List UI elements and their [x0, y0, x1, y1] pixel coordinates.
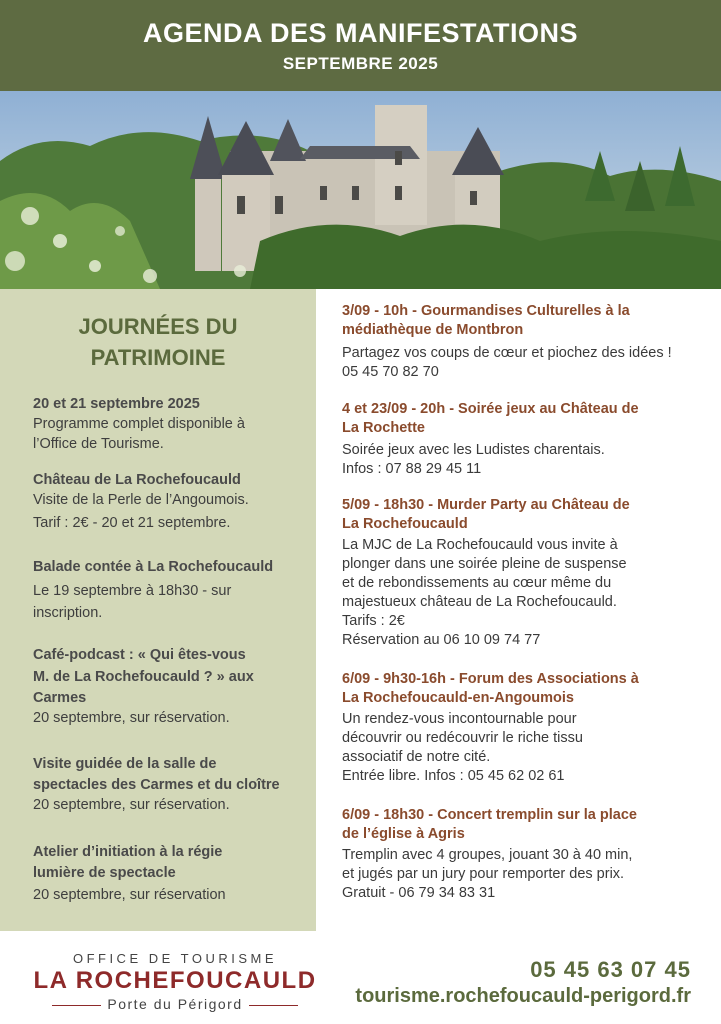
page-subtitle: SEPTEMBRE 2025	[282, 54, 439, 73]
patrimoine-title: JOURNÉES DU PATRIMOINE	[78, 314, 238, 370]
patrimoine-item-programme: 20 et 21 septembre 2025 Programme complet disponible à l’Office de Tourisme.	[33, 396, 245, 452]
event-concert-tremplin: 6/09 - 18h30 - Concert tremplin sur la place de l’église à Agris Tremplin avec 4 groupes, jouant 30 à 40 min, et jugés par un jury pour remporter des prix. Gratuit - 06 79 34 83 31	[342, 807, 637, 901]
chateau-photo	[0, 91, 721, 289]
event-forum-associations: 6/09 - 9h30-16h - Forum des Associations à La Rochefoucauld-en-Angoumois Un rendez-vous incontournable pour découvrir ou redécouvrir le riche tissu associatif de notre cité. Entrée libre. Infos : 05 45 62 02 61	[342, 671, 639, 784]
chateau-illustration	[0, 91, 721, 289]
patrimoine-item-chateau: Château de La Rochefoucauld Visite de la Perle de l’Angoumois. Tarif : 2€ - 20 et 21 septembre.	[33, 472, 249, 531]
event-gourmandises: 3/09 - 10h - Gourmandises Culturelles à la médiathèque de Montbron Partagez vos coups de cœur et piochez des idées ! 05 45 70 82 70	[342, 303, 672, 380]
footer-phone[interactable]: 05 45 63 07 45	[530, 957, 691, 982]
page-title: AGENDA DES MANIFESTATIONS	[142, 18, 578, 48]
patrimoine-item-visite: Visite guidée de la salle de spectacles des Carmes et du cloître 20 septembre, sur réservation.	[33, 756, 280, 813]
event-murder-party: 5/09 - 18h30 - Murder Party au Château de La Rochefoucauld La MJC de La Rochefoucauld vous invite à plonger dans une soirée pleine de suspense et de rebondissements au cœur même du majestueux château de La Rochefoucauld. Tarifs : 2€ Réservation au 06 10 09 74 77	[342, 497, 630, 648]
office-tourisme-logo: OFFICE DE TOURISME LA ROCHEFOUCAULD Porte du Périgord	[33, 951, 317, 1012]
footer	[0, 931, 721, 1024]
patrimoine-panel	[0, 289, 316, 931]
patrimoine-item-balade: Balade contée à La Rochefoucauld Le 19 septembre à 18h30 - sur inscription.	[33, 559, 274, 621]
patrimoine-item-podcast: Café-podcast : « Qui êtes-vous M. de La Rochefoucauld ? » aux Carmes 20 septembre, sur réservation.	[33, 647, 254, 726]
event-soiree-jeux: 4 et 23/09 - 20h - Soirée jeux au Château de La Rochette Soirée jeux avec les Ludistes charentais. Infos : 07 88 29 45 11	[342, 401, 639, 477]
patrimoine-item-atelier: Atelier d’initiation à la régie lumière de spectacle 20 septembre, sur réservation	[33, 844, 226, 903]
footer-website[interactable]: tourisme.rochefoucauld-perigord.fr	[355, 985, 691, 1007]
header-banner	[0, 0, 721, 91]
